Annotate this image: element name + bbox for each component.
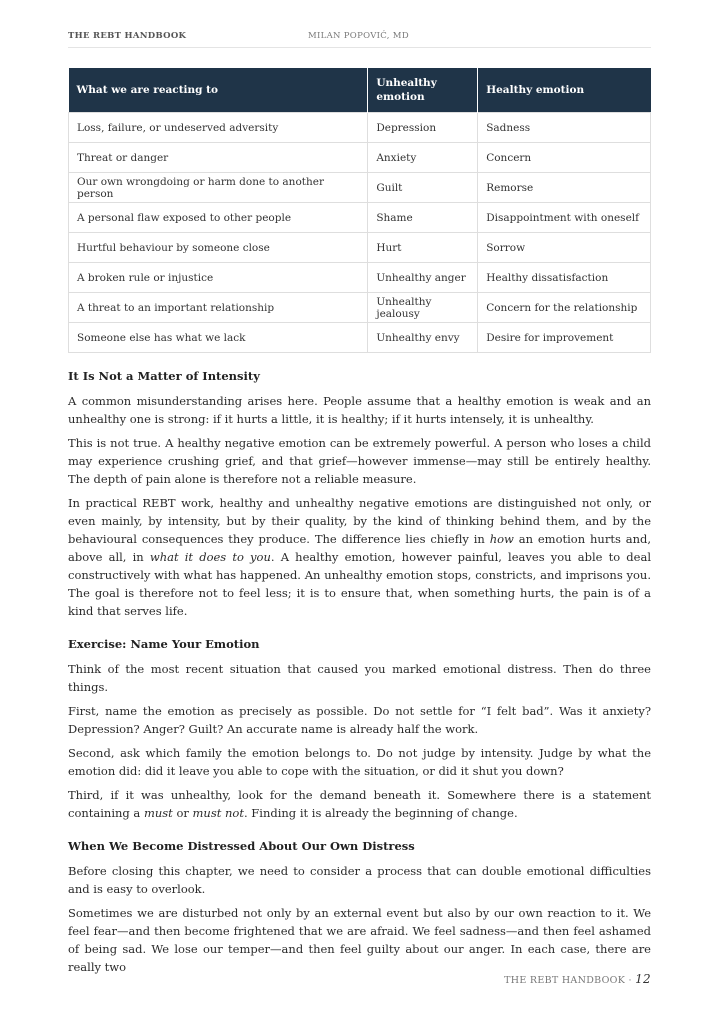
table-cell: Shame — [368, 203, 478, 233]
table-row — [69, 143, 651, 173]
body-paragraph: A common misunderstanding arises here. People assume that a healthy emotion is weak and an unhealthy one is strong: if it hurts a little, it is healthy; if it hurts intensely, it is unhealthy. — [68, 394, 651, 426]
body-paragraph: Sometimes we are disturbed not only by an external event but also by our own reaction to it. We feel fear—and then become frightened that we are afraid. We feel sadness—and then feel ashamed of being sad. We lose our temper—and then feel guilty about our anger. In each case, there are really two — [68, 906, 651, 974]
running-header — [68, 31, 651, 48]
table-header-row — [69, 68, 651, 113]
table-row — [69, 233, 651, 263]
table-cell: Sorrow — [478, 233, 651, 263]
body-text — [68, 368, 651, 982]
table-cell: Our own wrongdoing or harm done to another person — [69, 173, 368, 203]
table-cell: Hurtful behaviour by someone close — [69, 233, 368, 263]
table-row — [69, 203, 651, 233]
body-paragraph: Second, ask which family the emotion belongs to. Do not judge by intensity. Judge by what the emotion did: did it leave you able to cope with the situation, or did it shut you down? — [68, 746, 651, 778]
table-cell: Someone else has what we lack — [69, 323, 368, 353]
footer-book-title: THE REBT HANDBOOK · — [504, 975, 632, 986]
table-header-cell: Healthy emotion — [478, 68, 651, 113]
section-heading: When We Become Distressed About Our Own Distress — [68, 839, 415, 853]
table-cell: Unhealthy anger — [368, 263, 478, 293]
table-cell: Desire for improvement — [478, 323, 651, 353]
table-cell: A threat to an important relationship — [69, 293, 368, 323]
body-paragraph: This is not true. A healthy negative emotion can be extremely powerful. A person who loses a child may experience crushing grief, and that grief—however immense—may still be entirely healthy. The depth of pain alone is therefore not a reliable measure. — [68, 436, 651, 486]
table-cell: Disappointment with oneself — [478, 203, 651, 233]
header-author: MILAN POPOVIĆ, MD — [308, 31, 409, 41]
table-cell: Anxiety — [368, 143, 478, 173]
table-row — [69, 293, 651, 323]
table-cell: Healthy dissatisfaction — [478, 263, 651, 293]
table-cell: Hurt — [368, 233, 478, 263]
section-heading: It Is Not a Matter of Intensity — [68, 369, 260, 383]
body-paragraph: In practical REBT work, healthy and unhealthy negative emotions are distinguished not only, or even mainly, by intensity, but by their quality, by the kind of thinking behind them, and by the behavioural consequences they produce. The difference lies chiefly in how an emotion hurts and, above all, in what it does to you. A healthy emotion, however painful, leaves you able to deal constructively with what has happened. An unhealthy emotion stops, constricts, and imprisons you. The goal is therefore not to feel less; it is to ensure that, when something hurts, the pain is of a kind that serves life. — [68, 496, 651, 618]
table-cell: A broken rule or injustice — [69, 263, 368, 293]
header-book-title: THE REBT HANDBOOK — [68, 31, 187, 41]
table-row — [69, 323, 651, 353]
body-paragraph: Third, if it was unhealthy, look for the demand beneath it. Somewhere there is a statement containing a must or must not. Finding it is already the beginning of change. — [68, 788, 651, 820]
body-paragraph: Before closing this chapter, we need to consider a process that can double emotional difficulties and is easy to overlook. — [68, 864, 651, 896]
table-row — [69, 263, 651, 293]
table-cell: Concern — [478, 143, 651, 173]
body-paragraph: First, name the emotion as precisely as possible. Do not settle for “I felt bad”. Was it anxiety? Depression? Anger? Guilt? An accurate name is already half the work. — [68, 704, 651, 736]
table-cell: Loss, failure, or undeserved adversity — [69, 113, 368, 143]
page-number: 12 — [635, 972, 651, 986]
table-row — [69, 113, 651, 143]
table-cell: Unhealthy envy — [368, 323, 478, 353]
table-header-cell: What we are reacting to — [69, 68, 368, 113]
table-cell: Remorse — [478, 173, 651, 203]
table-cell: Depression — [368, 113, 478, 143]
table-cell: Guilt — [368, 173, 478, 203]
table-cell: Concern for the relationship — [478, 293, 651, 323]
running-footer — [504, 972, 651, 986]
section-heading: Exercise: Name Your Emotion — [68, 637, 260, 651]
emotions-table — [68, 68, 651, 353]
table-cell: A personal flaw exposed to other people — [69, 203, 368, 233]
table-row — [69, 173, 651, 203]
table-cell: Unhealthy jealousy — [368, 293, 478, 323]
table-cell: Threat or danger — [69, 143, 368, 173]
table-cell: Sadness — [478, 113, 651, 143]
body-paragraph: Think of the most recent situation that caused you marked emotional distress. Then do three things. — [68, 662, 651, 694]
table-header-cell: Unhealthy emotion — [368, 68, 478, 113]
